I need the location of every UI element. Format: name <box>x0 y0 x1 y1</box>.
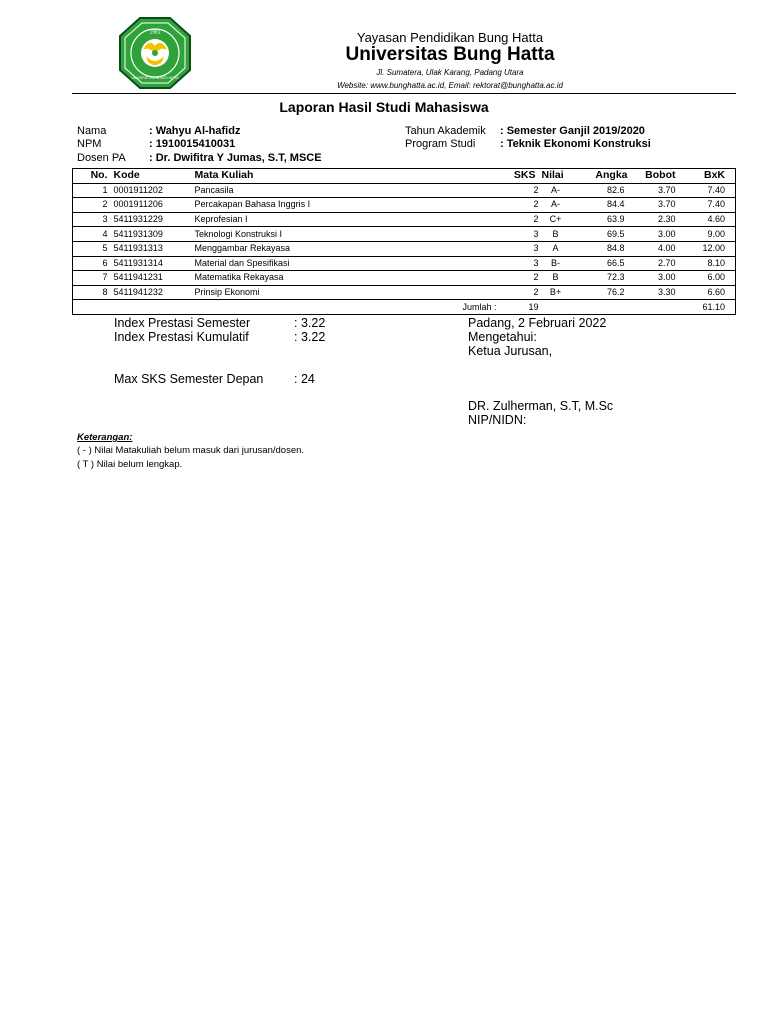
logo-year: 1981 <box>149 29 161 36</box>
logo-text: UNIVERSITAS BUNG HATTA <box>131 76 179 80</box>
row-no: 2 <box>73 198 111 213</box>
row-nilai: B+ <box>539 285 573 300</box>
row-kode: 5411931314 <box>111 256 191 271</box>
row-mata-kuliah: Matematika Rekayasa <box>191 271 509 286</box>
row-mata-kuliah: Percakapan Bahasa Inggris I <box>191 198 509 213</box>
row-bxk: 9.00 <box>679 227 736 242</box>
row-bobot: 2.70 <box>631 256 679 271</box>
signer-position: Ketua Jurusan, <box>468 344 553 358</box>
academic-year: : Semester Ganjil 2019/2020 <box>500 125 645 137</box>
table-row <box>73 227 736 242</box>
col-mata-kuliah: Mata Kuliah <box>191 169 509 184</box>
place-date: Padang, 2 Februari 2022 <box>468 316 607 330</box>
study-program-row <box>405 138 651 150</box>
table-row <box>73 256 736 271</box>
university-name: Universitas Bung Hatta <box>345 44 555 65</box>
row-mata-kuliah: Teknologi Konstruksi I <box>191 227 509 242</box>
report-title: Laporan Hasil Studi Mahasiswa <box>279 99 489 115</box>
row-bobot: 3.00 <box>631 227 679 242</box>
col-sks: SKS <box>509 169 539 184</box>
row-kode: 0001911202 <box>111 183 191 198</box>
table-row <box>73 241 736 256</box>
row-angka: 72.3 <box>573 271 631 286</box>
acknowledged-label: Mengetahui: <box>468 330 537 344</box>
letterhead-divider <box>72 93 736 94</box>
student-npm-row <box>77 138 235 150</box>
grades-table <box>72 168 736 315</box>
table-total-row <box>73 300 736 315</box>
signer-name: DR. Zulherman, S.T, M.Sc <box>468 399 614 413</box>
row-nilai: A- <box>539 183 573 198</box>
row-bxk: 6.00 <box>679 271 736 286</box>
total-label: Jumlah : <box>191 300 509 315</box>
row-mata-kuliah: Keprofesian I <box>191 212 509 227</box>
col-kode: Kode <box>111 169 191 184</box>
col-no: No. <box>73 169 111 184</box>
table-row <box>73 271 736 286</box>
row-kode: 0001911206 <box>111 198 191 213</box>
row-nilai: B- <box>539 256 573 271</box>
note-item: ( - ) Nilai Matakuliah belum masuk dari jurusan/dosen. <box>77 445 305 456</box>
max-sks-label: Max SKS Semester Depan <box>114 372 264 386</box>
row-bxk: 7.40 <box>679 198 736 213</box>
signer-nip: NIP/NIDN: <box>468 413 527 427</box>
foundation-name: Yayasan Pendidikan Bung Hatta <box>356 30 544 45</box>
row-bobot: 3.70 <box>631 183 679 198</box>
row-mata-kuliah: Menggambar Rekayasa <box>191 241 509 256</box>
max-sks-value: : 24 <box>294 372 315 386</box>
col-bxk: BxK <box>679 169 736 184</box>
row-no: 6 <box>73 256 111 271</box>
row-no: 3 <box>73 212 111 227</box>
table-row <box>73 285 736 300</box>
row-no: 1 <box>73 183 111 198</box>
notes-title: Keterangan: <box>77 432 133 443</box>
student-npm: : 1910015410031 <box>149 138 236 150</box>
row-bxk: 7.40 <box>679 183 736 198</box>
row-no: 4 <box>73 227 111 242</box>
row-bobot: 4.00 <box>631 241 679 256</box>
row-bobot: 2.30 <box>631 212 679 227</box>
table-row <box>73 212 736 227</box>
grades-body <box>73 183 736 314</box>
student-name: : Wahyu Al-hafidz <box>149 125 241 137</box>
row-angka: 69.5 <box>573 227 631 242</box>
row-kode: 5411931309 <box>111 227 191 242</box>
ipk-label: Index Prestasi Kumulatif <box>114 330 249 344</box>
row-bxk: 12.00 <box>679 241 736 256</box>
note-item: ( T ) Nilai belum lengkap. <box>77 459 183 470</box>
row-kode: 5411931313 <box>111 241 191 256</box>
advisor-label: Dosen PA <box>77 152 126 164</box>
npm-label: NPM <box>77 138 102 150</box>
row-mata-kuliah: Pancasila <box>191 183 509 198</box>
study-program-label: Program Studi <box>405 138 476 150</box>
total-bxk: 61.10 <box>679 300 736 315</box>
row-sks: 3 <box>509 256 539 271</box>
table-row <box>73 198 736 213</box>
total-sks: 19 <box>509 300 539 315</box>
row-bxk: 8.10 <box>679 256 736 271</box>
row-angka: 63.9 <box>573 212 631 227</box>
col-angka: Angka <box>573 169 631 184</box>
academic-year-row <box>405 125 645 137</box>
row-angka: 84.8 <box>573 241 631 256</box>
advisor-name: : Dr. Dwifitra Y Jumas, S.T, MSCE <box>149 152 322 164</box>
row-nilai: C+ <box>539 212 573 227</box>
row-sks: 2 <box>509 285 539 300</box>
row-nilai: A- <box>539 198 573 213</box>
row-bxk: 4.60 <box>679 212 736 227</box>
row-no: 5 <box>73 241 111 256</box>
row-angka: 82.6 <box>573 183 631 198</box>
row-nilai: B <box>539 271 573 286</box>
row-sks: 2 <box>509 183 539 198</box>
ips-value: : 3.22 <box>294 316 326 330</box>
university-logo <box>116 16 194 90</box>
row-no: 7 <box>73 271 111 286</box>
col-nilai: Nilai <box>539 169 573 184</box>
university-address: Jl. Sumatera, Ulak Karang, Padang Utara <box>376 68 524 77</box>
row-angka: 66.5 <box>573 256 631 271</box>
row-bxk: 6.60 <box>679 285 736 300</box>
row-sks: 3 <box>509 241 539 256</box>
row-kode: 5411941232 <box>111 285 191 300</box>
row-sks: 2 <box>509 212 539 227</box>
table-header-row <box>73 169 736 184</box>
student-name-row <box>77 125 240 137</box>
row-no: 8 <box>73 285 111 300</box>
row-kode: 5411931229 <box>111 212 191 227</box>
row-sks: 2 <box>509 198 539 213</box>
row-kode: 5411941231 <box>111 271 191 286</box>
academic-year-label: Tahun Akademik <box>405 125 486 137</box>
row-bobot: 3.00 <box>631 271 679 286</box>
row-nilai: B <box>539 227 573 242</box>
row-mata-kuliah: Prinsip Ekonomi <box>191 285 509 300</box>
table-row <box>73 183 736 198</box>
row-sks: 3 <box>509 227 539 242</box>
university-contact: Website: www.bunghatta.ac.id, Email: rektorat@bunghatta.ac.id <box>337 81 563 90</box>
row-bobot: 3.30 <box>631 285 679 300</box>
row-angka: 84.4 <box>573 198 631 213</box>
name-label: Nama <box>77 125 107 137</box>
col-bobot: Bobot <box>631 169 679 184</box>
row-nilai: A <box>539 241 573 256</box>
row-mata-kuliah: Material dan Spesifikasi <box>191 256 509 271</box>
study-program: : Teknik Ekonomi Konstruksi <box>500 138 651 150</box>
row-angka: 76.2 <box>573 285 631 300</box>
ipk-value: : 3.22 <box>294 330 326 344</box>
row-bobot: 3.70 <box>631 198 679 213</box>
ips-label: Index Prestasi Semester <box>114 316 251 330</box>
advisor-row <box>77 152 322 164</box>
row-sks: 2 <box>509 271 539 286</box>
